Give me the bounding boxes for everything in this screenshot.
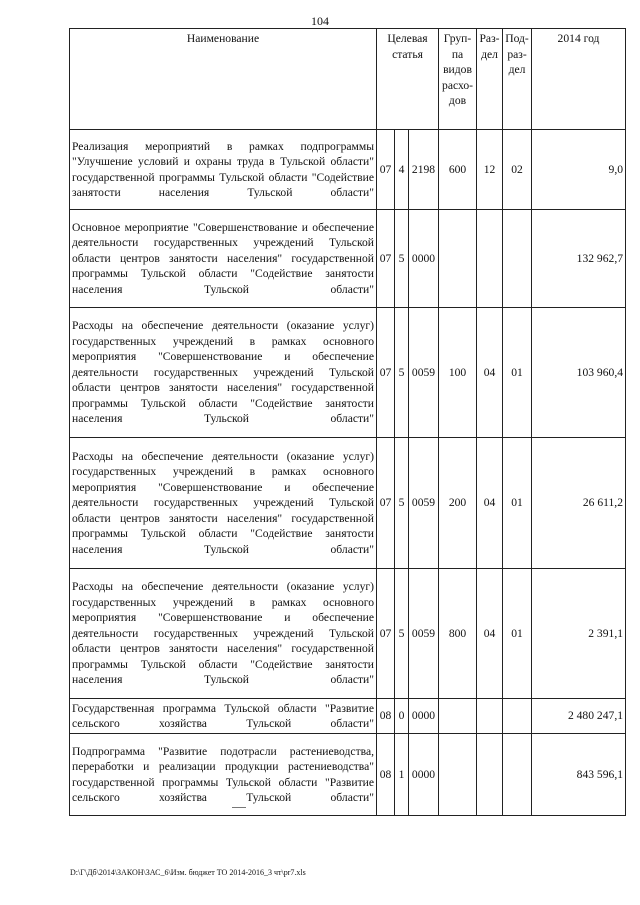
row-cs2: 0 bbox=[395, 699, 409, 734]
row-name: Государственная программа Тульской области "Развитие сельского хозяйства Тульской области" bbox=[70, 699, 377, 734]
row-cs2: 5 bbox=[395, 308, 409, 438]
row-cs3: 2198 bbox=[409, 130, 439, 210]
row-subsection: 01 bbox=[503, 438, 532, 569]
row-cs2: 5 bbox=[395, 569, 409, 699]
row-section: 04 bbox=[477, 569, 503, 699]
row-cs1: 08 bbox=[377, 699, 395, 734]
row-cs1: 07 bbox=[377, 438, 395, 569]
row-amount: 132 962,7 bbox=[532, 210, 626, 308]
table-header-row bbox=[70, 29, 626, 130]
row-amount: 2 391,1 bbox=[532, 569, 626, 699]
row-subsection bbox=[503, 734, 532, 816]
footer-file-path: D:\Г\Дб\2014\ЗАКОН\ЗАС_6\Изм. бюджет ТО 2014-2016_3 чт\pr7.xls bbox=[70, 868, 306, 877]
page-number: 104 bbox=[311, 14, 329, 28]
row-group: 100 bbox=[439, 308, 477, 438]
table-row bbox=[70, 308, 626, 438]
row-cs1: 07 bbox=[377, 210, 395, 308]
row-cs2: 5 bbox=[395, 438, 409, 569]
row-section: 04 bbox=[477, 438, 503, 569]
row-name: Расходы на обеспечение деятельности (оказание услуг) государственных учреждений в рамках основного мероприятия "Совершенствование и обеспечение деятельности государственных учреждений Тульской области центров занятости населения" государственной программы Тульской области "Содействие занятости населения Тульской области" bbox=[70, 569, 377, 699]
row-cs3: 0000 bbox=[409, 734, 439, 816]
row-cs3: 0000 bbox=[409, 699, 439, 734]
row-amount: 9,0 bbox=[532, 130, 626, 210]
row-group: 800 bbox=[439, 569, 477, 699]
table-row bbox=[70, 130, 626, 210]
row-group bbox=[439, 699, 477, 734]
table-row bbox=[70, 210, 626, 308]
row-subsection: 01 bbox=[503, 569, 532, 699]
row-cs1: 07 bbox=[377, 308, 395, 438]
table-row bbox=[70, 699, 626, 734]
header-target-article: Целевая статья bbox=[377, 29, 439, 130]
row-name: Основное мероприятие "Совершенствование и обеспечение деятельности государственных учреждений Тульской области центров занятости населения" государственной программы Тульской области "Содействие занятости населения Тульской области" bbox=[70, 210, 377, 308]
row-section bbox=[477, 699, 503, 734]
header-section: Раз-дел bbox=[477, 29, 503, 130]
row-amount: 2 480 247,1 bbox=[532, 699, 626, 734]
row-cs2: 1 bbox=[395, 734, 409, 816]
row-subsection: 01 bbox=[503, 308, 532, 438]
row-cs3: 0059 bbox=[409, 569, 439, 699]
table-row bbox=[70, 734, 626, 816]
header-expense-group: Груп-па видов расхо-дов bbox=[439, 29, 477, 130]
row-name: Расходы на обеспечение деятельности (оказание услуг) государственных учреждений в рамках основного мероприятия "Совершенствование и обеспечение деятельности государственных учреждений Тульской области центров занятости населения" государственной программы Тульской области "Содействие занятости населения Тульской области" bbox=[70, 438, 377, 569]
row-cs1: 07 bbox=[377, 130, 395, 210]
row-section bbox=[477, 734, 503, 816]
row-cs2: 5 bbox=[395, 210, 409, 308]
row-cs3: 0000 bbox=[409, 210, 439, 308]
row-subsection: 02 bbox=[503, 130, 532, 210]
row-name: Подпрограмма "Развитие подотрасли растениеводства, переработки и реализации продукции растениеводства" государственной программы Тульской области "Развитие сельского хозяйства Тульской области" bbox=[70, 734, 377, 816]
row-cs1: 08 bbox=[377, 734, 395, 816]
stray-dash-mark bbox=[232, 807, 246, 808]
header-name: Наименование bbox=[70, 29, 377, 130]
row-group bbox=[439, 734, 477, 816]
row-group: 600 bbox=[439, 130, 477, 210]
header-subsection: Под-раз-дел bbox=[503, 29, 532, 130]
row-subsection bbox=[503, 699, 532, 734]
row-amount: 26 611,2 bbox=[532, 438, 626, 569]
row-cs2: 4 bbox=[395, 130, 409, 210]
row-cs3: 0059 bbox=[409, 308, 439, 438]
row-name: Расходы на обеспечение деятельности (оказание услуг) государственных учреждений в рамках основного мероприятия "Совершенствование и обеспечение деятельности государственных учреждений Тульской области центров занятости населения" государственной программы Тульской области "Содействие занятости населения Тульской области" bbox=[70, 308, 377, 438]
row-group bbox=[439, 210, 477, 308]
row-amount: 843 596,1 bbox=[532, 734, 626, 816]
table-row bbox=[70, 569, 626, 699]
row-subsection bbox=[503, 210, 532, 308]
table-row bbox=[70, 438, 626, 569]
row-name: Реализация мероприятий в рамках подпрограммы "Улучшение условий и охраны труда в Тульской области" государственной программы Тульской области "Содействие занятости населения Тульской области" bbox=[70, 130, 377, 210]
budget-table bbox=[69, 28, 626, 816]
row-cs3: 0059 bbox=[409, 438, 439, 569]
row-cs1: 07 bbox=[377, 569, 395, 699]
header-year: 2014 год bbox=[532, 29, 626, 130]
row-group: 200 bbox=[439, 438, 477, 569]
row-section: 04 bbox=[477, 308, 503, 438]
row-section bbox=[477, 210, 503, 308]
row-amount: 103 960,4 bbox=[532, 308, 626, 438]
row-section: 12 bbox=[477, 130, 503, 210]
